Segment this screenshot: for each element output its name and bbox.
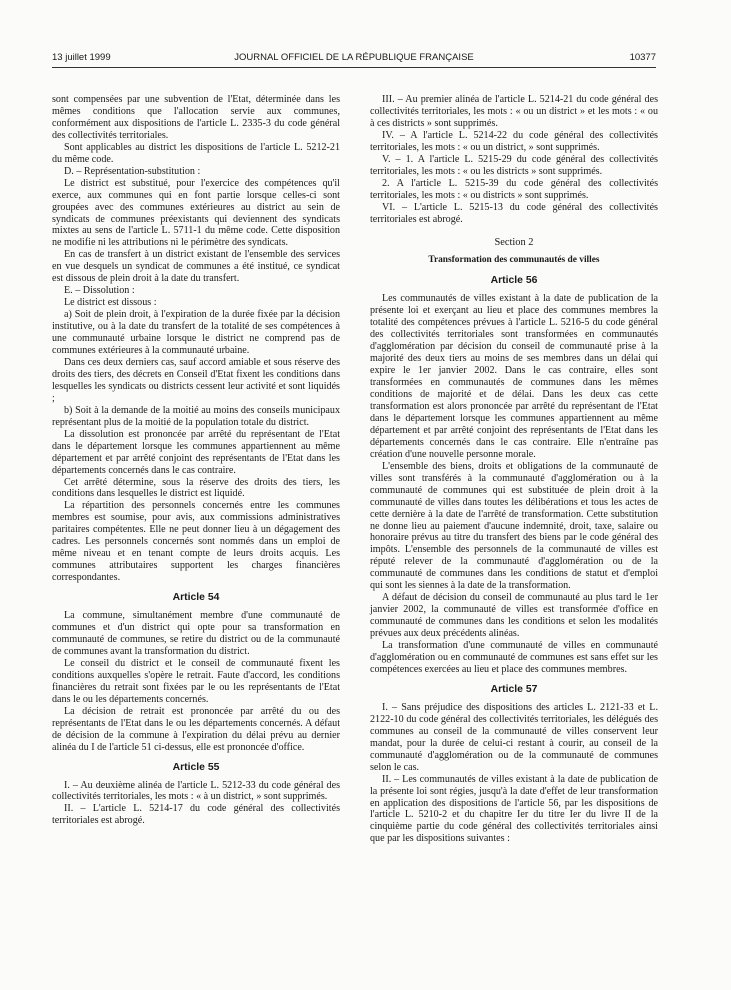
article-heading: Article 55 xyxy=(172,761,220,773)
header-date: 13 juillet 1999 xyxy=(52,52,111,63)
paragraph: Cet arrêté détermine, sous la réserve des droits des tiers, les conditions dans lesquelles le district est liquidé. xyxy=(52,476,340,500)
article-heading: Article 57 xyxy=(490,683,538,695)
paragraph: E. – Dissolution : xyxy=(64,285,135,297)
paragraph: Le district est dissous : xyxy=(64,297,157,309)
paragraph: II. – Les communautés de villes existant à la date de publication de la présente loi sont régies, jusqu'à la date d'effet de leur transformation en application des dispositions de l'article 56, par les dispositions de l'article L. 5210-2 et du chapitre Ier du titre Ier du livre II de la cinquième partie du code général des collectivités territoriales ainsi que par les dispositions suivantes : xyxy=(370,773,658,845)
article-heading: Article 56 xyxy=(490,275,538,287)
paragraph: II. – L'article L. 5214-17 du code général des collectivités territoriales est abrogé. xyxy=(52,803,340,827)
paragraph: I. – Au deuxième alinéa de l'article L. 5212-33 du code général des collectivités territoriales, les mots : « à un district, » sont supprimés. xyxy=(52,779,340,803)
paragraph: La répartition des personnels concernés entre les communes membres est soumise, pour avis, aux commissions administratives paritaires compétentes. Elle ne peut donner lieu à un dégagement des cadres. Les personnels concernés sont nommés dans un emploi de même niveau et en tenant compte de leurs droits acquis. Les communes attributaires supportent les charges financières correspondantes. xyxy=(52,500,340,584)
paragraph: La décision de retrait est prononcée par arrêté du ou des représentants de l'Etat dans le ou les départements concernés. A défaut de décision de la commune à l'expiration du délai prévu au dernier alinéa du I de l'article 51 ci-dessus, elle est prononcée d'office. xyxy=(52,705,340,753)
header-page-number: 10377 xyxy=(629,52,656,63)
paragraph: Sont applicables au district les dispositions de l'article L. 5212-21 du même code. xyxy=(52,141,340,165)
section-title: Transformation des communautés de villes xyxy=(428,255,600,266)
paragraph: Les communautés de villes existant à la date de publication de la présente loi et exerçant au lieu et place des communes membres la totalité des compétences prévues à l'article L. 5216-5 du code général des collectivités territoriales sont transformées en communautés d'agglomération par décision du conseil de communauté prise à la majorité des deux tiers au moins de ses membres dans un délai qui expire le 1er janvier 2002. Dans le cas contraire, elles sont transformées en communautés de communes dans les mêmes conditions de majorité et de délai. Dans les deux cas cette transformation est alors prononcée par arrêté du représentant de l'Etat dans le département lorsque les communes appartiennent au même département et par arrêté conjoint des représentants de l'Etat dans les départements concernés dans le cas contraire. Elle n'entraîne pas création d'une nouvelle personne morale. xyxy=(370,293,658,460)
paragraph: D. – Représentation-substitution : xyxy=(64,165,201,177)
header-journal-title: JOURNAL OFFICIEL DE LA RÉPUBLIQUE FRANÇAISE xyxy=(234,52,474,63)
paragraph: En cas de transfert à un district existant de l'ensemble des services en vue desquels un syndicat de communes a été institué, ce syndicat est dissous de plein droit à la date du transfert. xyxy=(52,249,340,285)
header-rule xyxy=(52,67,656,68)
paragraph: b) Soit à la demande de la moitié au moins des conseils municipaux représentant plus de la moitié de la population totale du district. xyxy=(52,404,340,428)
paragraph: A défaut de décision du conseil de communauté au plus tard le 1er janvier 2002, la communauté de villes est transformée d'office en communauté de communes dans les conditions et selon les modalités prévues aux deux précédents alinéas. xyxy=(370,592,658,640)
paragraph: a) Soit de plein droit, à l'expiration de la durée fixée par la décision institutive, ou à la date du transfert de la totalité de ses compétences à une communauté urbaine lorsque le district ne comprend pas de communes extérieures à la communauté urbaine. xyxy=(52,309,340,357)
paragraph: I. – Sans préjudice des dispositions des articles L. 2121-33 et L. 2122-10 du code général des collectivités territoriales, les délégués des communes au conseil de la communauté de villes conservent leur mandat, pour la durée de celui-ci restant à courir, au conseil de la communauté d'agglomération ou de la communauté de communes selon le cas. xyxy=(370,701,658,773)
section-heading: Section 2 xyxy=(494,237,534,249)
paragraph: Le district est substitué, pour l'exercice des compétences qu'il exerce, aux communes qui en font partie lorsque celles-ci sont groupées avec des communes extérieures au district au sein de syndicats de communes préexistants qui deviennent des syndicats mixtes au sens de l'article L. 5711-1 du même code. Cette disposition ne modifie ni les attributions ni le périmètre des syndicats. xyxy=(52,177,340,249)
paragraph: Dans ces deux derniers cas, sauf accord amiable et sous réserve des droits des tiers, des décrets en Conseil d'Etat fixent les conditions dans lesquelles les syndicats ou districts cessent leur activité et sont liquidés ; xyxy=(52,356,340,404)
paragraph: La dissolution est prononcée par arrêté du représentant de l'Etat dans le département lorsque les communes appartiennent au même département et par arrêté conjoint des représentants de l'Etat dans les départements concernés dans le cas contraire. xyxy=(52,428,340,476)
left-column xyxy=(52,94,340,827)
paragraph: La commune, simultanément membre d'une communauté de communes et d'un district qui opte pour sa transformation en communauté de communes, se retire du district ou de la communauté de communes avant la transformation du district. xyxy=(52,610,340,657)
paragraph: sont compensées par une subvention de l'Etat, déterminée dans les mêmes conditions que l'allocation servie aux communes, conformément aux dispositions de l'article L. 2335-3 du code général des collectivités territoriales. xyxy=(52,94,340,141)
paragraph: La transformation d'une communauté de villes en communauté d'agglomération ou en communauté de communes est sans effet sur les compétences exercées au lieu et place des communes membres. xyxy=(370,640,658,675)
paragraph: 2. A l'article L. 5215-39 du code général des collectivités territoriales, les mots : « ou districts » sont supprimés. xyxy=(370,177,658,201)
paragraph: VI. – L'article L. 5215-13 du code général des collectivités territoriales est abrogé. xyxy=(370,201,658,225)
article-heading: Article 54 xyxy=(172,592,220,604)
right-column xyxy=(370,94,658,845)
paragraph: Le conseil du district et le conseil de communauté fixent les conditions auxquelles s'opère le retrait. Faute d'accord, les conditions financières du retrait sont fixées par le ou les représentants de l'Etat dans le ou les départements concernés. xyxy=(52,657,340,705)
page-header xyxy=(52,52,656,66)
paragraph: III. – Au premier alinéa de l'article L. 5214-21 du code général des collectivités territoriales, les mots : « ou un district » et les mots : « ou à ces districts » sont supprimés. xyxy=(370,94,658,129)
paragraph: V. – 1. A l'article L. 5215-29 du code général des collectivités territoriales, les mots : « ou les districts » sont supprimés. xyxy=(370,153,658,177)
paragraph: L'ensemble des biens, droits et obligations de la communauté de villes sont transférés à la communauté d'agglomération ou à la communauté de communes qui est substituée de plein droit à la communauté de villes dans toutes les délibérations et tous les actes de cette dernière à la date de l'arrêté de transformation. Cette substitution ne donne lieu au paiement d'aucune indemnité, droit, taxe, salaire ou honoraire prévus au titre du transfert des biens par le code général des impôts. L'ensemble des personnels de la communauté de villes est réputé relever de la communauté d'agglomération ou de la communauté de communes dans les conditions de statut et d'emploi qui sont les siennes à la date de la transformation. xyxy=(370,460,658,592)
paragraph: IV. – A l'article L. 5214-22 du code général des collectivités territoriales, les mots : « ou un district, » sont supprimés. xyxy=(370,129,658,153)
